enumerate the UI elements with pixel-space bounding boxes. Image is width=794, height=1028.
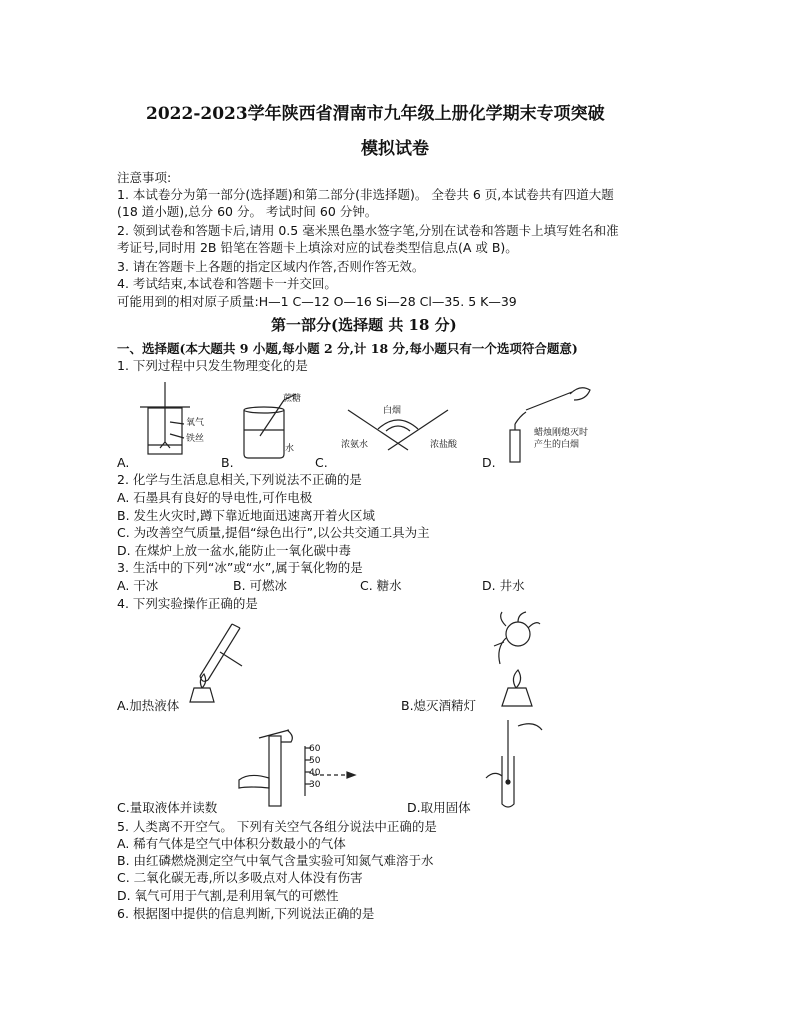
q4-option-b: B.熄灭酒精灯	[401, 698, 477, 713]
notice-line-3: 2. 领到试卷和答题卡后,请用 0.5 毫米黑色墨水签字笔,分别在试卷和答题卡上填写姓名和准	[117, 223, 619, 238]
q1-b-water-label: 水	[285, 444, 295, 454]
q4-c-scale-50: 50	[309, 756, 321, 766]
q4-option-c: C.量取液体并读数	[117, 800, 218, 815]
q4-option-d: D.取用固体	[407, 800, 471, 815]
q2-stem: 2. 化学与生活息息相关,下列说法不正确的是	[117, 472, 362, 487]
q2-option-b: B. 发生火灾时,蹲下靠近地面迅速离开着火区域	[117, 508, 375, 523]
notice-header: 注意事项:	[117, 170, 172, 185]
atomic-mass-line: 可能用到的相对原子质量:H—1 C—12 O—16 Si—28 Cl—35. 5 K—39	[117, 294, 517, 309]
q2-option-c: C. 为改善空气质量,提倡“绿色出行”,以公共交通工具为主	[117, 525, 430, 540]
q5-option-a: A. 稀有气体是空气中体积分数最小的气体	[117, 836, 346, 851]
q1-c-ammonia-label: 浓氨水	[341, 440, 369, 450]
q1-d-label-line1: 蜡烛刚熄灭时	[534, 428, 589, 438]
q5-option-d: D. 氧气可用于气割,是利用氧气的可燃性	[117, 888, 339, 903]
q1-d-figure	[502, 380, 592, 465]
q1-c-white-smoke-label: 白烟	[383, 406, 402, 416]
q5-option-c: C. 二氧化碳无毒,所以多吸点对人体没有伤害	[117, 870, 363, 885]
q1-option-d: D.	[482, 455, 496, 470]
q3-option-d: D. 井水	[482, 578, 525, 593]
q4-b-figure	[488, 612, 558, 712]
q4-option-a: A.加热液体	[117, 698, 180, 713]
q5-option-b: B. 由红磷燃烧测定空气中氧气含量实验可知氮气难溶于水	[117, 853, 434, 868]
q1-option-a: A.	[117, 455, 130, 470]
q4-c-scale-60: 60	[309, 744, 321, 754]
q1-option-c: C.	[315, 455, 328, 470]
q4-c-scale-30: 30	[309, 780, 321, 790]
notice-line-6: 4. 考试结束,本试卷和答题卡一并交回。	[117, 276, 337, 291]
q4-stem: 4. 下列实验操作正确的是	[117, 596, 258, 611]
q1-d-label-line2: 产生的白烟	[534, 440, 580, 450]
q1-b-sugar-label: 蔗糖	[283, 394, 302, 404]
q1-a-figure	[140, 382, 230, 460]
notice-line-4: 考证号,同时用 2B 铅笔在答题卡上填涂对应的试卷类型信息点(A 或 B)。	[117, 240, 518, 255]
q5-stem: 5. 人类离不开空气。 下列有关空气各组分说法中正确的是	[117, 819, 437, 834]
q2-option-d: D. 在煤炉上放一盆水,能防止一氧化碳中毒	[117, 543, 352, 558]
notice-line-5: 3. 请在答题卡上各题的指定区域内作答,否则作答无效。	[117, 259, 425, 274]
q3-option-b: B. 可燃冰	[233, 578, 288, 593]
notice-line-2: (18 道小题),总分 60 分。 考试时间 60 分钟。	[117, 204, 378, 219]
q3-option-c: C. 糖水	[360, 578, 402, 593]
q2-option-a: A. 石墨具有良好的导电性,可作电极	[117, 490, 313, 505]
q4-d-figure	[472, 716, 552, 811]
exam-title-line2: 模拟试卷	[361, 139, 429, 159]
q1-a-iron-wire-label: 铁丝	[186, 434, 205, 444]
q1-stem: 1. 下列过程中只发生物理变化的是	[117, 358, 308, 373]
q1-a-oxygen-label: 氧气	[186, 418, 205, 428]
notice-line-1: 1. 本试卷分为第一部分(选择题)和第二部分(非选择题)。 全卷共 6 页,本试卷共有四道大题	[117, 187, 614, 202]
q3-stem: 3. 生活中的下列“冰”或“水”,属于氧化物的是	[117, 560, 363, 575]
part1-heading: 第一部分(选择题 共 18 分)	[271, 316, 457, 334]
q1-c-hcl-label: 浓盐酸	[430, 440, 458, 450]
q4-a-figure	[180, 622, 260, 712]
q6-stem: 6. 根据图中提供的信息判断,下列说法正确的是	[117, 906, 375, 921]
q4-c-scale-40: 40	[309, 768, 321, 778]
q4-c-figure	[225, 728, 375, 808]
q1-option-b: B.	[221, 455, 234, 470]
q3-option-a: A. 干冰	[117, 578, 159, 593]
exam-title-line1: 2022-2023学年陕西省渭南市九年级上册化学期末专项突破	[146, 104, 605, 124]
q1-c-figure	[338, 405, 468, 460]
section1-heading: 一、选择题(本大题共 9 小题,每小题 2 分,计 18 分,每小题只有一个选项符合题意)	[117, 341, 578, 356]
